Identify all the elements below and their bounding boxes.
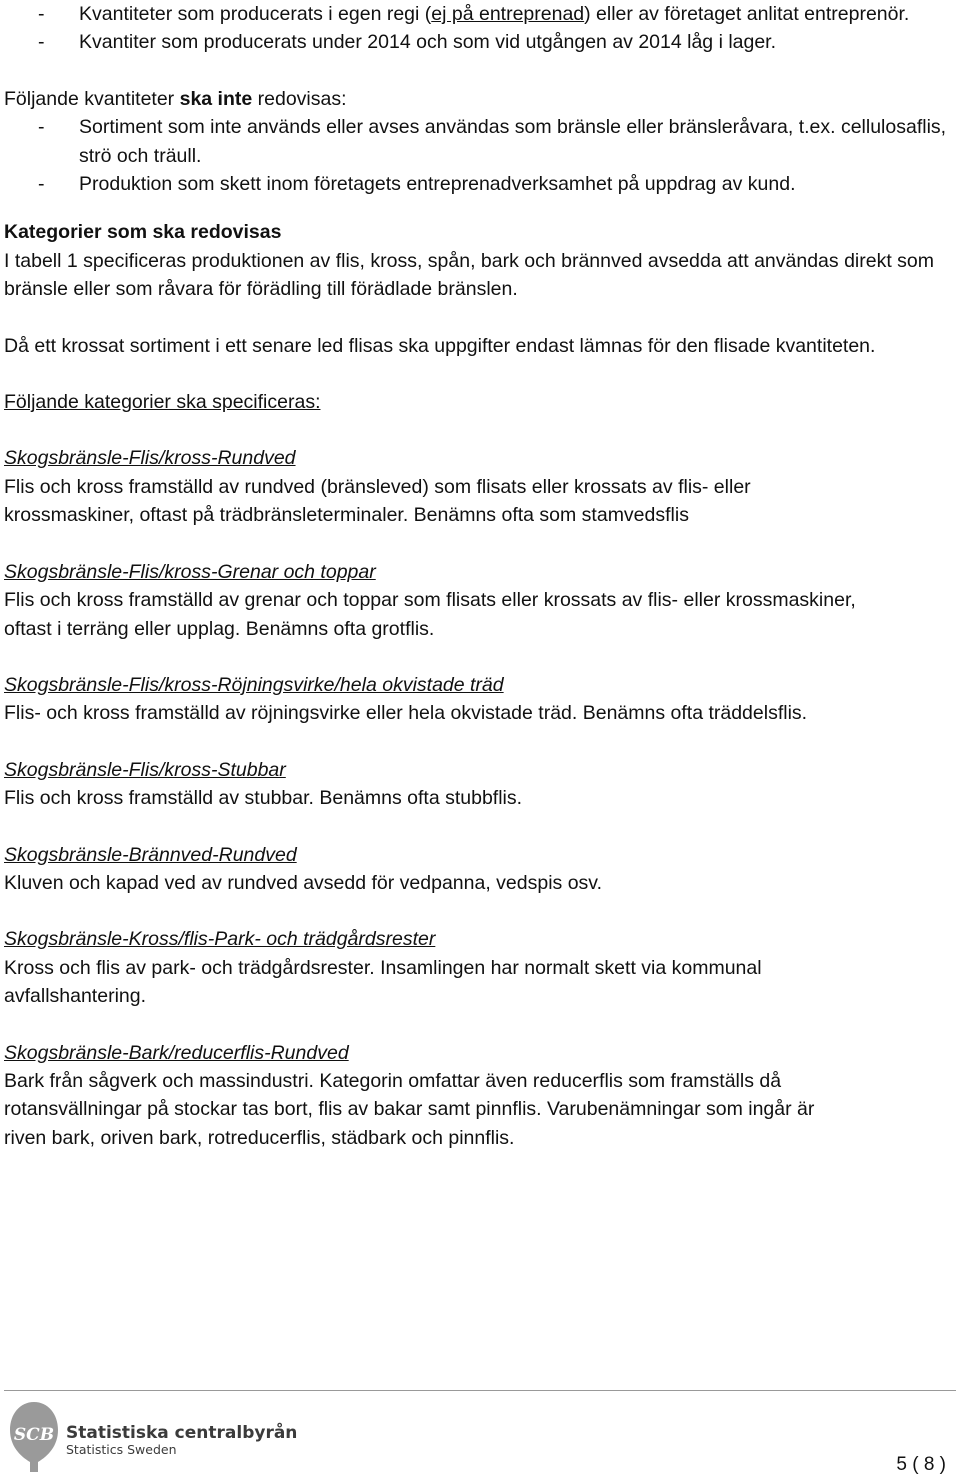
list-dash: - <box>38 116 45 139</box>
category-text: Flis och kross framställd av grenar och toppar som flisats eller krossats av flis- eller krossmaskiner, oftast i terräng eller upplag. Benämns ofta grotflis. <box>4 589 856 640</box>
scb-logo-icon <box>8 1400 60 1474</box>
categories-intro: Följande kategorier ska specificeras: <box>4 391 321 414</box>
list-item <box>4 28 954 56</box>
list-item-underlined: ej på entreprenad <box>431 3 585 25</box>
category-block <box>4 444 954 529</box>
category-text: Kross och flis av park- och trädgårdsrester. Insamlingen har normalt skett via kommunal avfallshantering. <box>4 956 762 1008</box>
document-page <box>4 0 954 1152</box>
org-name: Statistiska centralbyrån <box>66 1423 298 1443</box>
list-dash: - <box>38 173 45 196</box>
category-text: Bark från sågverk och massindustri. Kategorin omfattar även reducerflis som framställs då rotansvällningar på stockar tas bort, flis av bakar samt pinnflis. Varubenämningar som ingår är riven bark, oriven bark, rotreducerflis, städbark och pinnflis. <box>4 1069 815 1149</box>
quantity-list <box>4 0 954 57</box>
category-title: Skogsbränsle-Flis/kross-Rundved <box>4 447 296 470</box>
category-text: Flis och kross framställd av rundved (bränsleved) som flisats eller krossats av flis- eller krossmaskiner, oftast på trädbränsleterminaler. Benämns ofta som stamvedsflis <box>4 475 751 527</box>
category-title: Skogsbränsle-Bark/reducerflis-Rundved <box>4 1041 349 1064</box>
category-title: Skogsbränsle-Flis/kross-Stubbar <box>4 758 286 781</box>
section-heading: Kategorier som ska redovisas <box>4 221 282 244</box>
category-text: Flis och kross framställd av stubbar. Benämns ofta stubbflis. <box>4 787 523 810</box>
category-title: Skogsbränsle-Flis/kross-Grenar och toppar <box>4 560 376 583</box>
logo-mark-text: SCB <box>13 1425 55 1445</box>
category-text: Kluven och kapad ved av rundved avsedd för vedpanna, vedspis osv. <box>4 871 603 894</box>
logo-text <box>66 1424 297 1458</box>
exclude-list <box>4 113 954 198</box>
exclude-intro-pre: Följande kvantiteter <box>4 87 180 110</box>
list-item <box>4 0 954 28</box>
list-dash: - <box>38 31 45 54</box>
exclude-intro-post: redovisas: <box>252 87 347 110</box>
list-item-text-post: ) eller av företaget anlitat entreprenör. <box>584 3 910 25</box>
paragraph: I tabell 1 specificeras produktionen av flis, kross, spån, bark och brännved avsedda att användas direkt som bränsle eller som råvara för förädling till förädlade bränslen. <box>4 249 935 301</box>
list-item <box>4 170 954 198</box>
scb-logo <box>8 1400 297 1480</box>
exclude-intro-bold: ska inte <box>179 87 253 110</box>
page-number: 5 ( 8 ) <box>896 1454 946 1475</box>
org-name-en: Statistics Sweden <box>66 1442 177 1457</box>
list-item-text: Kvantiter som producerats under 2014 och som vid utgången av 2014 låg i lager. <box>79 31 777 54</box>
exclude-intro <box>4 85 954 113</box>
category-block <box>4 841 954 898</box>
list-item-text: Produktion som skett inom företagets entreprenadverksamhet på uppdrag av kund. <box>79 173 796 196</box>
category-title: Skogsbränsle-Brännved-Rundved <box>4 843 297 866</box>
category-block <box>4 1039 954 1153</box>
category-text: Flis- och kross framställd av röjningsvirke eller hela okvistade träd. Benämns ofta träddelsflis. <box>4 702 808 725</box>
category-block <box>4 671 954 728</box>
category-block <box>4 925 954 1010</box>
category-block <box>4 558 954 643</box>
paragraph: Då ett krossat sortiment i ett senare led flisas ska uppgifter endast lämnas för den flisade kvantiteten. <box>4 334 876 357</box>
list-item <box>4 113 954 170</box>
category-block <box>4 756 954 813</box>
category-title: Skogsbränsle-Flis/kross-Röjningsvirke/hela okvistade träd <box>4 673 504 696</box>
list-item-text: Sortiment som inte används eller avses användas som bränsle eller bränsleråvara, t.ex. cellulosaflis, strö och träull. <box>79 116 947 167</box>
list-dash: - <box>38 3 45 25</box>
list-item-text-pre: Kvantiteter som producerats i egen regi ( <box>79 3 432 25</box>
footer-divider <box>4 1390 956 1391</box>
category-title: Skogsbränsle-Kross/flis-Park- och trädgårdsrester <box>4 928 436 951</box>
